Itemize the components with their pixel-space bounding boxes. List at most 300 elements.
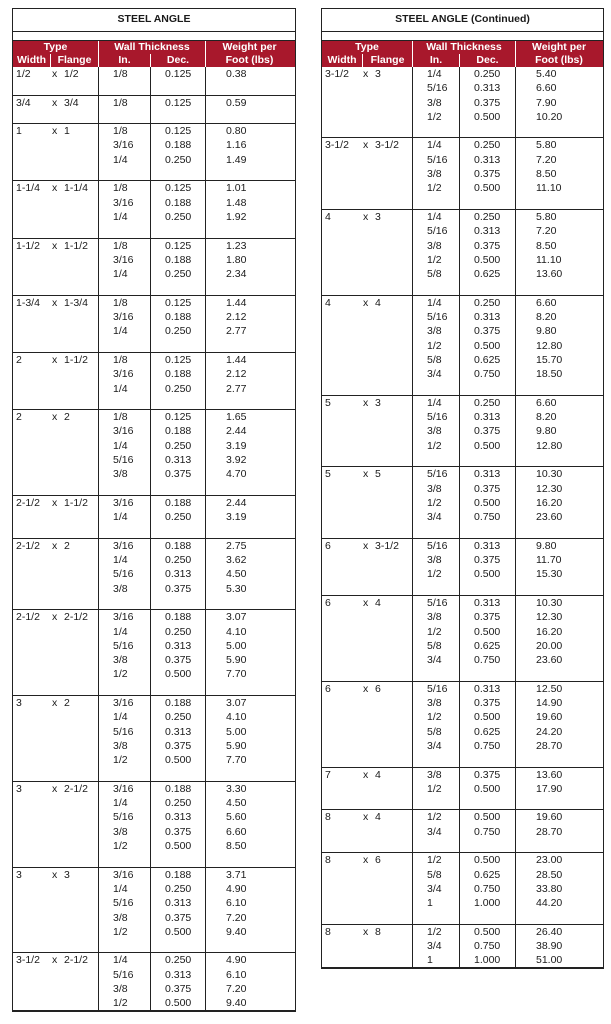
flange-value: 1 bbox=[64, 125, 70, 138]
thickness-in: 1/4 bbox=[413, 138, 460, 152]
weight-per-foot: 5.60 bbox=[226, 811, 247, 824]
table-row bbox=[13, 539, 295, 553]
type-cell bbox=[13, 482, 99, 495]
thickness-dec: 0.250 bbox=[151, 796, 206, 810]
weight-per-foot bbox=[206, 682, 293, 695]
thickness-in: 1/4 bbox=[413, 396, 460, 410]
thickness-dec: 0.375 bbox=[151, 982, 206, 996]
thickness-dec: 0.125 bbox=[151, 296, 206, 310]
table-row bbox=[322, 710, 603, 724]
weight-per-foot: 3.19 bbox=[226, 439, 247, 452]
weight-per-foot: 12.80 bbox=[536, 439, 563, 452]
thickness-in: 3/4 bbox=[413, 739, 460, 753]
thickness-dec: 0.375 bbox=[151, 911, 206, 925]
thickness-in: 5/16 bbox=[413, 410, 460, 424]
type-cell bbox=[322, 281, 413, 294]
thickness-in: 5/16 bbox=[413, 596, 460, 610]
times-symbol: x bbox=[52, 611, 58, 624]
type-cell bbox=[13, 968, 99, 982]
thickness-dec bbox=[151, 853, 206, 866]
thickness-in: 3/8 bbox=[99, 653, 151, 667]
width-value: 1-3/4 bbox=[16, 296, 40, 309]
type-cell bbox=[322, 810, 413, 824]
type-cell bbox=[322, 696, 413, 710]
table-row bbox=[322, 896, 603, 910]
weight-per-foot: 6.60 bbox=[226, 825, 247, 838]
width-value: 4 bbox=[325, 210, 331, 223]
table-row bbox=[322, 882, 603, 896]
table-row bbox=[13, 982, 295, 996]
thickness-dec: 0.750 bbox=[460, 653, 516, 667]
thickness-in: 5/16 bbox=[99, 725, 151, 739]
thickness-in: 1/2 bbox=[99, 753, 151, 767]
thickness-dec: 0.188 bbox=[151, 253, 206, 267]
thickness-dec bbox=[460, 753, 516, 766]
weight-per-foot: 23.00 bbox=[536, 854, 563, 867]
weight-per-foot: 7.20 bbox=[226, 983, 247, 995]
weight-per-foot: 8.20 bbox=[536, 411, 557, 424]
type-cell bbox=[13, 996, 99, 1009]
thickness-dec: 0.500 bbox=[460, 496, 516, 510]
weight-per-foot bbox=[206, 482, 293, 495]
times-symbol: x bbox=[52, 539, 58, 552]
table-row bbox=[13, 868, 295, 882]
table-row bbox=[13, 453, 295, 467]
thickness-in: 1/8 bbox=[99, 124, 151, 138]
thickness-in bbox=[413, 281, 460, 294]
thickness-in: 5/16 bbox=[99, 567, 151, 581]
spacer bbox=[322, 32, 603, 41]
type-cell bbox=[13, 682, 99, 695]
table-row bbox=[13, 925, 295, 939]
type-cell bbox=[322, 396, 413, 410]
thickness-dec: 0.125 bbox=[151, 96, 206, 110]
thickness-dec: 0.500 bbox=[151, 996, 206, 1009]
thickness-in: 1/2 bbox=[413, 253, 460, 267]
flange-value: 6 bbox=[375, 854, 381, 867]
thickness-in: 3/16 bbox=[99, 539, 151, 553]
thickness-in: 3/4 bbox=[413, 367, 460, 381]
thickness-dec: 0.375 bbox=[460, 610, 516, 624]
thickness-in bbox=[413, 796, 460, 809]
type-cell bbox=[322, 67, 413, 81]
weight-per-foot: 5.00 bbox=[226, 725, 247, 738]
thickness-in: 3/16 bbox=[99, 610, 151, 624]
flange-value: 6 bbox=[375, 682, 381, 695]
flange-value: 5 bbox=[375, 468, 381, 481]
thickness-in: 3/16 bbox=[99, 138, 151, 152]
weight-per-foot: 28.50 bbox=[536, 868, 563, 881]
table-row bbox=[13, 825, 295, 839]
weight-per-foot: 2.44 bbox=[226, 496, 247, 509]
thickness-in: 5/8 bbox=[413, 267, 460, 281]
table-row bbox=[322, 439, 603, 453]
flange-value: 1-3/4 bbox=[64, 296, 88, 309]
thickness-dec: 0.125 bbox=[151, 239, 206, 253]
weight-per-foot bbox=[206, 853, 293, 866]
table-row bbox=[322, 625, 603, 639]
thickness-dec: 0.500 bbox=[460, 567, 516, 581]
thickness-dec: 0.375 bbox=[460, 239, 516, 253]
weight-per-foot: 6.60 bbox=[536, 82, 557, 95]
thickness-dec: 0.125 bbox=[151, 353, 206, 367]
thickness-dec: 0.250 bbox=[151, 324, 206, 338]
flange-value: 1-1/2 bbox=[64, 496, 88, 509]
type-cell bbox=[13, 810, 99, 824]
thickness-dec: 0.188 bbox=[151, 424, 206, 438]
type-cell bbox=[13, 353, 99, 367]
thickness-in: 3/8 bbox=[99, 467, 151, 481]
thickness-in: 1 bbox=[413, 953, 460, 966]
weight-per-foot bbox=[516, 525, 602, 538]
thickness-dec bbox=[460, 382, 516, 395]
thickness-in: 3/8 bbox=[413, 696, 460, 710]
thickness-dec: 0.500 bbox=[151, 667, 206, 681]
flange-value: 1-1/4 bbox=[64, 182, 88, 195]
type-cell bbox=[13, 625, 99, 639]
weight-per-foot: 15.70 bbox=[536, 353, 563, 366]
table-row bbox=[322, 239, 603, 253]
times-symbol: x bbox=[52, 782, 58, 795]
weight-per-foot: 11.10 bbox=[536, 253, 562, 266]
table-row bbox=[13, 324, 295, 338]
weight-per-foot bbox=[516, 382, 602, 395]
table-row bbox=[13, 96, 295, 110]
table-row bbox=[13, 339, 295, 353]
width-value: 7 bbox=[325, 768, 331, 781]
type-cell bbox=[322, 153, 413, 167]
table-row bbox=[13, 625, 295, 639]
type-cell bbox=[13, 410, 99, 424]
thickness-in bbox=[99, 224, 151, 237]
type-cell bbox=[322, 181, 413, 195]
steel-angle-continued-table bbox=[321, 8, 604, 969]
type-cell bbox=[13, 739, 99, 753]
thickness-dec: 0.250 bbox=[460, 210, 516, 224]
header-weight-per: Weight per bbox=[531, 41, 587, 53]
thickness-dec bbox=[151, 596, 206, 609]
type-cell bbox=[13, 911, 99, 925]
thickness-in: 5/16 bbox=[99, 968, 151, 982]
weight-per-foot: 1.01 bbox=[226, 182, 247, 195]
thickness-in: 3/8 bbox=[99, 982, 151, 996]
thickness-in: 1/2 bbox=[413, 439, 460, 453]
thickness-dec: 0.313 bbox=[151, 810, 206, 824]
table-row bbox=[13, 682, 295, 696]
table-row bbox=[322, 953, 603, 967]
thickness-in: 5/16 bbox=[413, 81, 460, 95]
flange-value: 2-1/2 bbox=[64, 611, 88, 624]
thickness-dec: 0.188 bbox=[151, 610, 206, 624]
weight-per-foot: 8.50 bbox=[536, 239, 557, 252]
thickness-in bbox=[413, 839, 460, 852]
table-row bbox=[322, 567, 603, 581]
times-symbol: x bbox=[363, 68, 369, 80]
type-cell bbox=[13, 782, 99, 796]
weight-per-foot: 44.20 bbox=[536, 897, 563, 910]
type-cell bbox=[322, 625, 413, 639]
thickness-dec bbox=[151, 482, 206, 495]
thickness-in: 1/4 bbox=[99, 510, 151, 524]
thickness-dec: 0.125 bbox=[151, 410, 206, 424]
type-cell bbox=[13, 153, 99, 167]
table-row bbox=[322, 667, 603, 681]
weight-per-foot: 2.77 bbox=[226, 325, 247, 338]
type-cell bbox=[322, 739, 413, 753]
thickness-in: 3/4 bbox=[413, 939, 460, 953]
table-row bbox=[322, 181, 603, 195]
thickness-in: 1/2 bbox=[413, 925, 460, 939]
width-value: 1/2 bbox=[16, 68, 31, 80]
times-symbol: x bbox=[363, 210, 369, 223]
type-cell bbox=[322, 753, 413, 766]
table-row bbox=[13, 296, 295, 310]
weight-per-foot: 7.90 bbox=[536, 96, 557, 109]
type-cell bbox=[13, 167, 99, 180]
weight-per-foot: 16.20 bbox=[536, 625, 563, 638]
times-symbol: x bbox=[52, 496, 58, 509]
thickness-in: 3/8 bbox=[413, 768, 460, 782]
table-title: STEEL ANGLE bbox=[13, 9, 295, 32]
table-row bbox=[13, 110, 295, 124]
table-row bbox=[13, 953, 295, 967]
thickness-in: 3/4 bbox=[413, 825, 460, 839]
thickness-dec: 0.250 bbox=[151, 439, 206, 453]
thickness-in: 1/4 bbox=[99, 625, 151, 639]
flange-value: 1/2 bbox=[64, 68, 79, 80]
weight-per-foot: 1.23 bbox=[226, 239, 247, 252]
thickness-dec: 0.250 bbox=[151, 153, 206, 167]
table-row bbox=[322, 67, 603, 81]
table-row bbox=[13, 696, 295, 710]
header-width: Width bbox=[322, 54, 363, 67]
weight-per-foot: 8.20 bbox=[536, 311, 557, 324]
table-row bbox=[13, 896, 295, 910]
table-row bbox=[13, 424, 295, 438]
table-row bbox=[322, 467, 603, 481]
thickness-dec: 0.313 bbox=[460, 596, 516, 610]
thickness-dec: 0.500 bbox=[460, 439, 516, 453]
table-row bbox=[13, 739, 295, 753]
type-cell bbox=[322, 167, 413, 181]
thickness-dec bbox=[460, 911, 516, 924]
table-row bbox=[322, 753, 603, 767]
thickness-in: 5/16 bbox=[99, 639, 151, 653]
thickness-in bbox=[99, 167, 151, 180]
table-header bbox=[322, 41, 603, 67]
type-cell bbox=[13, 310, 99, 324]
thickness-dec: 0.250 bbox=[460, 67, 516, 81]
thickness-in bbox=[413, 124, 460, 137]
table-row bbox=[13, 996, 295, 1010]
thickness-in: 1/4 bbox=[99, 796, 151, 810]
thickness-in: 5/16 bbox=[413, 310, 460, 324]
thickness-in bbox=[99, 281, 151, 294]
weight-per-foot: 16.20 bbox=[536, 496, 563, 509]
times-symbol: x bbox=[52, 954, 58, 967]
thickness-in: 1/2 bbox=[413, 853, 460, 867]
type-cell bbox=[13, 339, 99, 352]
weight-per-foot: 0.38 bbox=[226, 68, 247, 80]
weight-per-foot: 19.60 bbox=[536, 811, 563, 824]
thickness-dec: 0.313 bbox=[460, 224, 516, 238]
weight-per-foot: 7.70 bbox=[226, 668, 247, 681]
thickness-dec: 0.313 bbox=[151, 725, 206, 739]
table-row bbox=[13, 725, 295, 739]
type-cell bbox=[322, 253, 413, 267]
weight-per-foot: 9.80 bbox=[536, 325, 557, 338]
type-cell bbox=[322, 882, 413, 896]
thickness-dec: 0.375 bbox=[151, 653, 206, 667]
weight-per-foot: 5.40 bbox=[536, 68, 557, 80]
type-cell bbox=[322, 296, 413, 310]
type-cell bbox=[13, 853, 99, 866]
type-cell bbox=[13, 839, 99, 853]
weight-per-foot bbox=[516, 281, 602, 294]
type-cell bbox=[13, 239, 99, 253]
type-cell bbox=[322, 424, 413, 438]
type-cell bbox=[13, 567, 99, 581]
thickness-dec bbox=[460, 196, 516, 209]
type-cell bbox=[13, 710, 99, 724]
thickness-in: 3/8 bbox=[99, 825, 151, 839]
weight-per-foot: 4.10 bbox=[226, 625, 247, 638]
thickness-dec: 1.000 bbox=[460, 896, 516, 910]
times-symbol: x bbox=[363, 396, 369, 409]
thickness-dec bbox=[460, 582, 516, 595]
thickness-dec: 0.125 bbox=[151, 67, 206, 81]
thickness-in: 1/4 bbox=[99, 710, 151, 724]
type-cell bbox=[13, 138, 99, 152]
type-cell bbox=[322, 439, 413, 453]
weight-per-foot bbox=[516, 839, 602, 852]
thickness-dec: 0.188 bbox=[151, 496, 206, 510]
table-row bbox=[13, 138, 295, 152]
weight-per-foot: 1.65 bbox=[226, 411, 247, 424]
table-row bbox=[322, 496, 603, 510]
weight-per-foot: 6.60 bbox=[536, 396, 557, 409]
type-cell bbox=[322, 239, 413, 253]
thickness-dec: 0.625 bbox=[460, 267, 516, 281]
weight-per-foot: 33.80 bbox=[536, 882, 563, 895]
thickness-dec: 0.750 bbox=[460, 939, 516, 953]
weight-per-foot: 12.30 bbox=[536, 482, 563, 495]
thickness-in: 1/8 bbox=[99, 239, 151, 253]
table-row bbox=[322, 110, 603, 124]
type-cell bbox=[322, 453, 413, 466]
type-cell bbox=[322, 96, 413, 110]
thickness-dec bbox=[151, 167, 206, 180]
weight-per-foot: 2.75 bbox=[226, 539, 247, 552]
thickness-in: 1/2 bbox=[99, 667, 151, 681]
thickness-dec: 0.500 bbox=[151, 753, 206, 767]
thickness-in: 1/2 bbox=[413, 782, 460, 796]
table-row bbox=[13, 467, 295, 481]
type-cell bbox=[322, 553, 413, 567]
weight-per-foot: 1.80 bbox=[226, 253, 247, 266]
times-symbol: x bbox=[52, 96, 58, 109]
thickness-dec: 0.188 bbox=[151, 696, 206, 710]
flange-value: 2 bbox=[64, 697, 70, 710]
flange-value: 2-1/2 bbox=[64, 954, 88, 967]
type-cell bbox=[13, 224, 99, 237]
header-dec: Dec. bbox=[151, 54, 206, 67]
width-value: 2-1/2 bbox=[16, 611, 40, 624]
width-value: 8 bbox=[325, 854, 331, 867]
thickness-in: 1/8 bbox=[99, 96, 151, 110]
table-row bbox=[13, 382, 295, 396]
type-cell bbox=[322, 710, 413, 724]
type-cell bbox=[322, 796, 413, 809]
type-cell bbox=[13, 324, 99, 338]
weight-per-foot: 28.70 bbox=[536, 739, 563, 752]
thickness-in: 1/4 bbox=[99, 882, 151, 896]
times-symbol: x bbox=[363, 682, 369, 695]
weight-per-foot: 1.16 bbox=[226, 139, 247, 152]
thickness-dec: 0.250 bbox=[151, 382, 206, 396]
thickness-dec bbox=[151, 939, 206, 952]
weight-per-foot: 2.12 bbox=[226, 368, 247, 381]
type-cell bbox=[322, 110, 413, 124]
thickness-dec: 0.188 bbox=[151, 367, 206, 381]
table-row bbox=[13, 281, 295, 295]
weight-per-foot: 14.90 bbox=[536, 697, 563, 710]
type-cell bbox=[13, 753, 99, 767]
times-symbol: x bbox=[363, 811, 369, 824]
thickness-in bbox=[99, 339, 151, 352]
table-row bbox=[322, 424, 603, 438]
flange-value: 3/4 bbox=[64, 96, 79, 109]
weight-per-foot: 9.40 bbox=[226, 925, 247, 938]
type-cell bbox=[13, 582, 99, 596]
table-row bbox=[322, 382, 603, 396]
type-cell bbox=[13, 467, 99, 481]
thickness-dec bbox=[151, 224, 206, 237]
weight-per-foot bbox=[516, 667, 602, 680]
flange-value: 3 bbox=[375, 210, 381, 223]
weight-per-foot bbox=[206, 768, 293, 781]
thickness-dec: 0.500 bbox=[460, 853, 516, 867]
table-row bbox=[13, 81, 295, 95]
thickness-in: 3/8 bbox=[413, 482, 460, 496]
weight-per-foot bbox=[206, 939, 293, 952]
thickness-in: 3/8 bbox=[413, 239, 460, 253]
thickness-dec: 0.500 bbox=[460, 782, 516, 796]
weight-per-foot: 8.50 bbox=[226, 840, 247, 853]
thickness-dec: 0.250 bbox=[460, 296, 516, 310]
table-row bbox=[13, 710, 295, 724]
table-row bbox=[13, 653, 295, 667]
type-cell bbox=[13, 110, 99, 123]
type-cell bbox=[13, 253, 99, 267]
thickness-dec: 0.375 bbox=[151, 825, 206, 839]
width-value: 6 bbox=[325, 539, 331, 552]
thickness-in: 3/4 bbox=[413, 882, 460, 896]
type-cell bbox=[322, 596, 413, 610]
weight-per-foot bbox=[516, 911, 602, 924]
thickness-dec: 0.188 bbox=[151, 310, 206, 324]
thickness-in bbox=[99, 525, 151, 538]
type-cell bbox=[13, 982, 99, 996]
thickness-dec: 0.188 bbox=[151, 138, 206, 152]
table-row bbox=[13, 911, 295, 925]
table-row bbox=[322, 153, 603, 167]
thickness-in: 3/16 bbox=[99, 782, 151, 796]
type-cell bbox=[322, 653, 413, 667]
weight-per-foot: 0.80 bbox=[226, 125, 247, 138]
table-row bbox=[13, 525, 295, 539]
weight-per-foot: 18.50 bbox=[536, 368, 563, 381]
